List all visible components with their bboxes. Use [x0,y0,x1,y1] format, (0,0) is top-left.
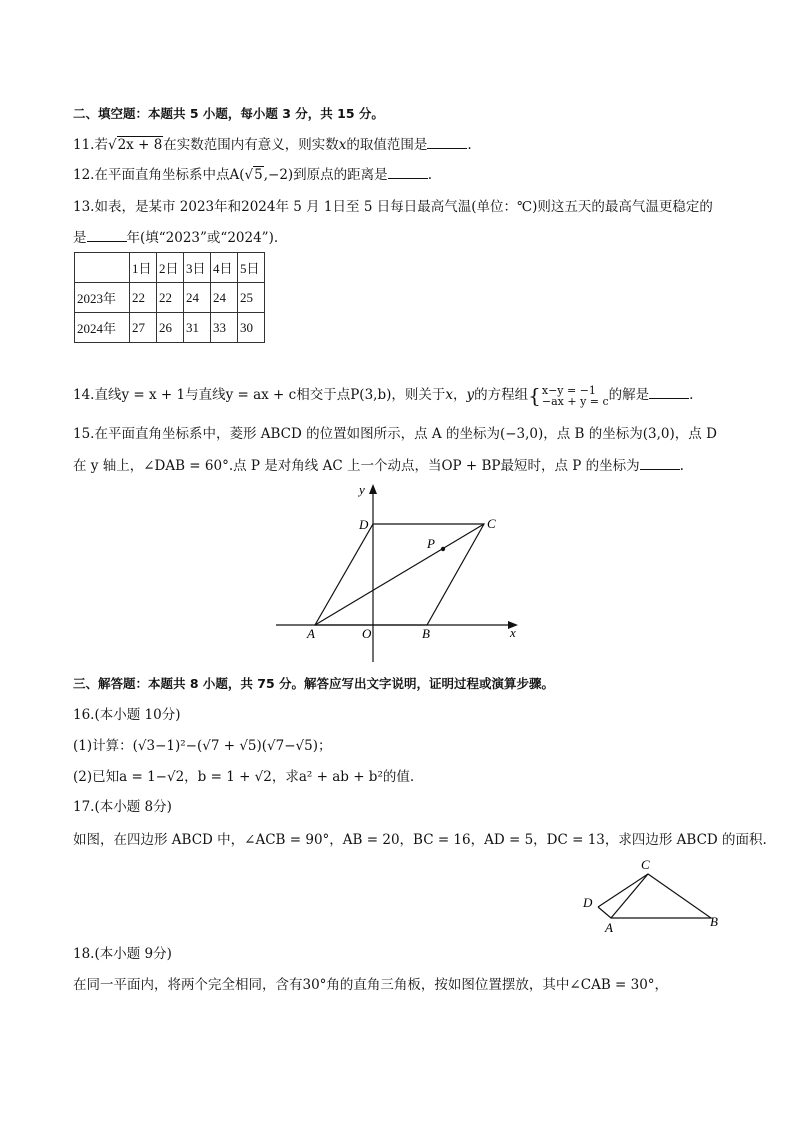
label-b: B [710,914,718,929]
question-15-line-2 [73,455,684,476]
label-c: C [641,857,650,872]
q14-pre: 14.直线y = x + 1与直线y = ax + c相交于点P(3,b)，则关于 [73,387,446,403]
q12-number: 12. [73,167,95,183]
sqrt-symbol: √ [107,137,117,153]
q11-radicand: 2x + 8 [117,137,163,153]
table-cell: 31 [184,313,211,343]
q11-number: 11. [73,137,95,153]
quadrilateral-figure [578,855,728,935]
question-13-line-1: 13.如表，是某市 2023年和2024年 5 月 1日至 5 日每日最高气温(单位：℃)则这五天的最高气温更稳定的 [73,199,713,215]
q12-radicand: 5 [254,167,263,183]
table-cell: 24 [211,283,238,313]
table-row [75,283,265,313]
table-cell: 3日 [184,253,211,283]
question-18-text: 在同一平面内，将两个完全相同，含有30°角的直角三角板，按如图位置摆放，其中∠CAB = 30°， [73,977,669,993]
question-11 [73,134,472,155]
question-16-part-2: (2)已知a = 1−√2，b = 1 + √2，求a² + ab + b²的值. [73,769,415,785]
answer-blank[interactable] [649,384,689,399]
q11-post: 在实数范围内有意义，则实数 [163,137,339,153]
q13-post: 年(填“2023”或“2024”). [126,230,279,246]
diagonal-ac [315,524,484,625]
table-cell: 22 [157,283,184,313]
label-c: C [487,516,496,531]
temperature-table [74,252,265,343]
table-cell: 2024年 [75,313,130,343]
quadrilateral-abcd [598,874,711,918]
q13-pre: 是 [73,230,87,246]
table-cell: 33 [211,313,238,343]
table-cell: 25 [238,283,265,313]
question-17-title: 17.(本小题 8分) [73,799,172,815]
q12-pre: 在平面直角坐标系中点A( [94,167,245,183]
answer-blank[interactable] [640,455,680,470]
label-d: D [359,517,369,532]
rhombus-figure [270,478,530,668]
table-cell: 1日 [130,253,157,283]
q15-pre: 在 y 轴上，∠DAB = 60°.点 P 是对角线 AC 上一个动点，当OP + BP最短时，点 P 的坐标为 [73,458,640,474]
table-cell [75,253,130,283]
question-12 [73,164,432,185]
label-d: D [583,895,593,910]
question-16-title: 16.(本小题 10分) [73,707,181,723]
q12-end: . [427,167,432,183]
q14-x: x [445,387,453,403]
label-p: P [427,536,435,551]
q14-mid: 的方程组 [474,387,529,403]
label-b: B [422,626,430,641]
y-axis-arrow-icon [369,484,377,494]
label-y: y [359,482,365,497]
q12-post: ,−2)到原点的距离是 [263,167,388,183]
table-row [75,313,265,343]
q11-end: . [467,137,472,153]
equation-2: −ax + y = c [541,394,609,408]
question-14 [73,384,693,407]
section-2-heading: 二、填空题：本题共 5 小题，每小题 3 分，共 15 分。 [73,106,384,121]
table-header-row [75,253,265,283]
equation-1: x−y = −1 [541,383,596,397]
table-cell: 22 [130,283,157,313]
q14-y: y [466,387,475,403]
question-17-text: 如图，在四边形 ABCD 中，∠ACB = 90°，AB = 20，BC = 16，AD = 5，DC = 13，求四边形 ABCD 的面积. [73,832,767,848]
question-16-part-1: (1)计算：(√3−1)²−(√7 + √5)(√7−√5)； [73,738,332,754]
table-cell: 4日 [211,253,238,283]
table-cell: 2023年 [75,283,130,313]
label-a: A [307,626,315,641]
question-13-line-2 [73,227,278,248]
label-o: O [362,626,372,641]
q11-tail: 的取值范围是 [346,137,428,153]
brace-icon: { [528,383,541,408]
q14-post: 的解是 [608,387,650,403]
answer-blank[interactable] [388,164,428,179]
table-cell: 30 [238,313,265,343]
section-3-heading: 三、解答题：本题共 8 小题，共 75 分。解答应写出文字说明，证明过程或演算步骤。 [73,676,555,691]
label-a: A [605,920,613,935]
question-18-title: 18.(本小题 9分) [73,946,172,962]
q15-end: . [679,458,684,474]
equation-system [542,385,609,407]
label-x: x [510,625,516,640]
table-cell: 26 [157,313,184,343]
point-p [441,547,445,551]
table-cell: 24 [184,283,211,313]
table-cell: 27 [130,313,157,343]
table-cell: 5日 [238,253,265,283]
answer-blank[interactable] [427,134,467,149]
q11-var: x [338,137,347,153]
question-15-line-1: 15.在平面直角坐标系中，菱形 ABCD 的位置如图所示，点 A 的坐标为(−3,0)，点 B 的坐标为(3,0)，点 D [73,426,717,442]
q14-sep: ， [453,387,467,403]
q14-end: . [689,387,694,403]
diagonal-ac [611,874,648,918]
table-cell: 2日 [157,253,184,283]
answer-blank[interactable] [87,227,127,242]
q11-pre: 若 [94,137,108,153]
sqrt-symbol: √ [244,167,254,183]
